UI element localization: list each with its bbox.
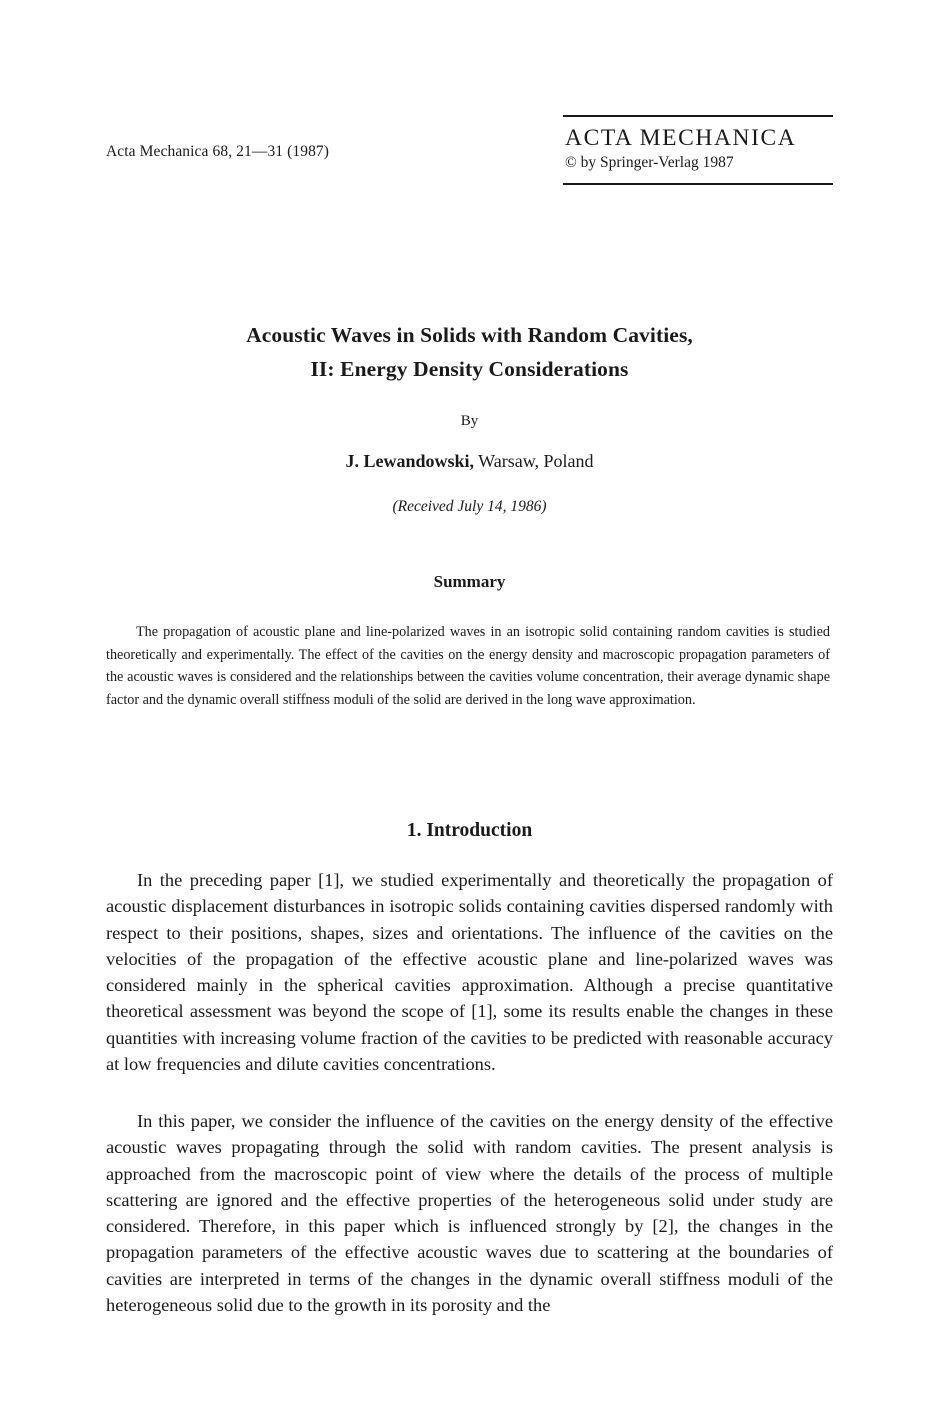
copyright-notice: © by Springer-Verlag 1987 [565,154,734,171]
by-label: By [460,413,479,429]
summary-heading: Summary [433,572,506,591]
title-line-1: Acoustic Waves in Solids with Random Cavities, [246,323,693,347]
author-name: J. Lewandowski, [345,451,474,471]
journal-citation: Acta Mechanica 68, 21—31 (1987) [106,143,330,160]
body-paragraph: In the preceding paper [1], we studied experimentally and theoretically the propagation of acoustic displacement disturbances in isotropic solids containing cavities dispersed randomly with respect to their positions, shapes, sizes and orientations. The influence of the cavities on the velocities of the propagation of the effective acoustic plane and line-polarized waves was considered mainly in the spherical cavities approximation. Although a precise quantitative theoretical assessment was beyond the scope of [1], some its results enable the changes in these quantities with increasing volume fraction of the cavities to be predicted with reasonable accuracy at low frequencies and dilute cavities concentrations. [106,870,833,1075]
summary-text: The propagation of acoustic plane and line-polarized waves in an isotropic solid containing random cavities is studied theoretically and experimentally. The effect of the cavities on the energy density and macroscopic propagation parameters of the acoustic waves is considered and the relationships between the cavities volume concentration, their average dynamic shape factor and the dynamic overall stiffness moduli of the solid are derived in the long wave approximation. [106,624,830,708]
journal-name: ACTA MECHANICA [565,125,797,151]
journal-masthead [563,115,833,185]
author-location: Warsaw, Poland [474,451,594,471]
author-line [106,451,833,472]
received-date: (Received July 14, 1986) [392,498,547,515]
article-title [106,318,833,386]
title-line-2: II: Energy Density Considerations [310,357,629,381]
body-paragraph: In this paper, we consider the influence of the cavities on the energy density of the effective acoustic waves propagating through the solid with random cavities. The present analysis is approached from the macroscopic point of view where the details of the process of multiple scattering are ignored and the effective properties of the heterogeneous solid under study are considered. Therefore, in this paper which is influenced strongly by [2], the changes in the propagation parameters of the effective acoustic waves due to scattering at the boundaries of cavities are interpreted in terms of the changes in the dynamic overall stiffness moduli of the heterogeneous solid due to the growth in its porosity and the [106,1111,833,1316]
section-heading-introduction: 1. Introduction [406,820,533,841]
